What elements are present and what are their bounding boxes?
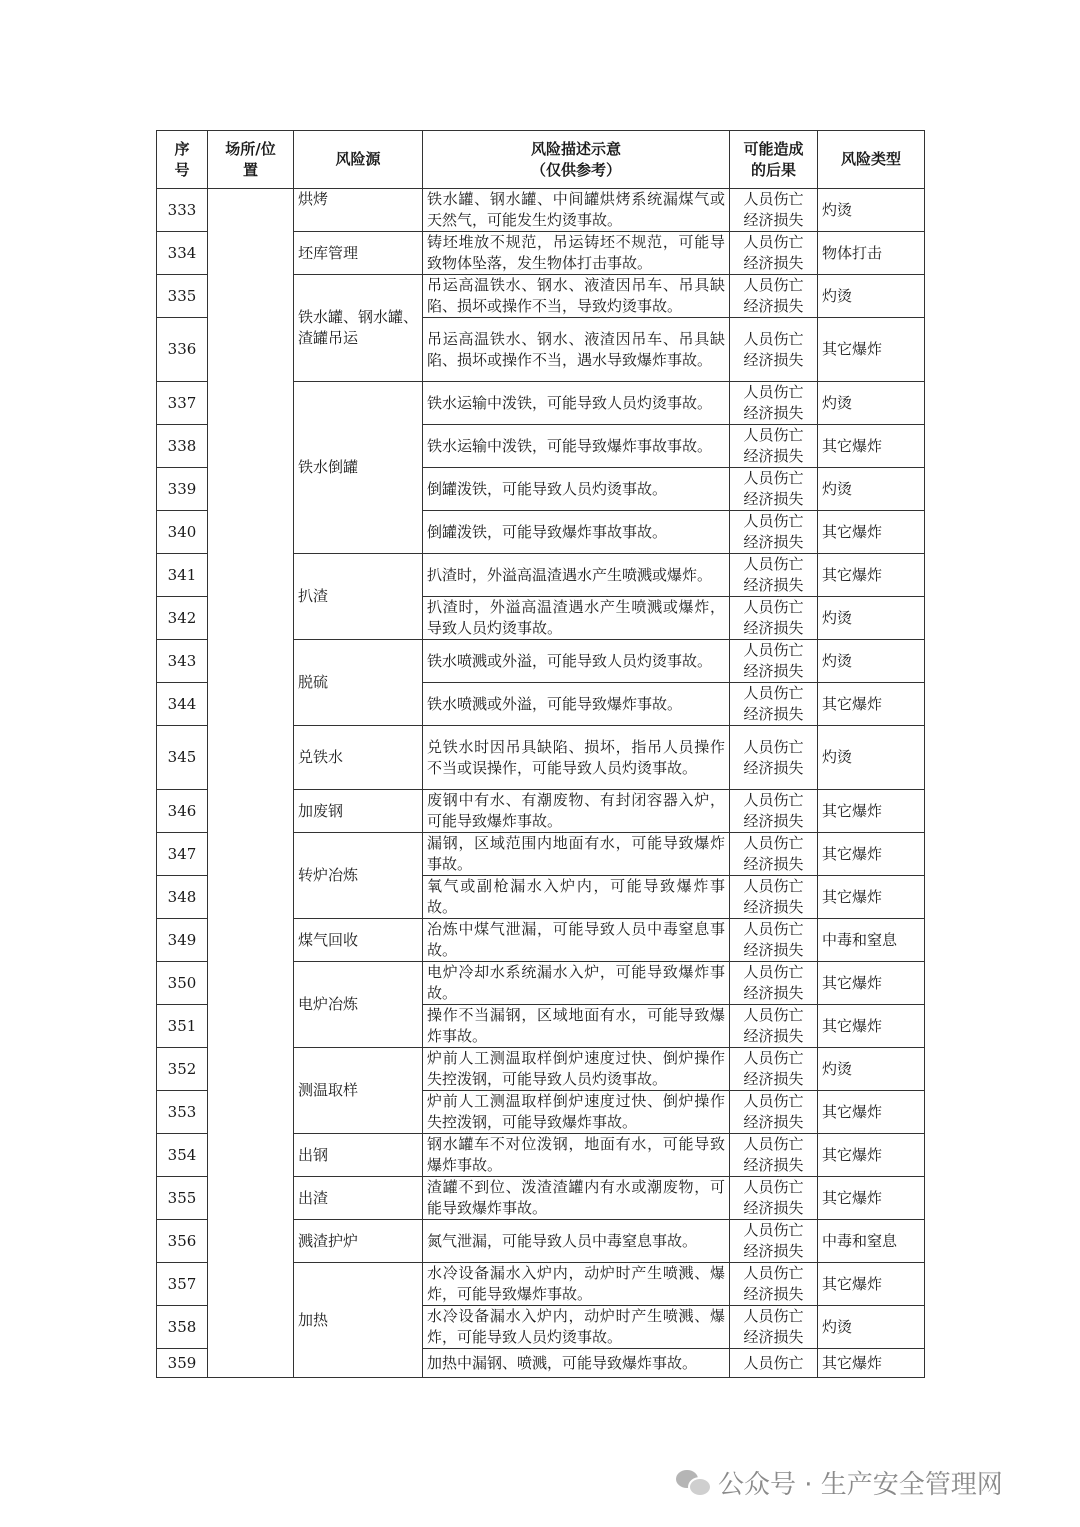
risk-description-cell: 氧气或副枪漏水入炉内，可能导致爆炸事故。 [423, 876, 730, 919]
consequence-cell: 人员伤亡 经济损失 [730, 425, 818, 468]
row-number: 345 [157, 726, 208, 790]
consequence-cell: 人员伤亡 经济损失 [730, 1263, 818, 1306]
row-number: 347 [157, 833, 208, 876]
risk-description-cell: 废钢中有水、有潮废物、有封闭容器入炉，可能导致爆炸事故。 [423, 790, 730, 833]
row-number: 343 [157, 640, 208, 683]
row-number: 348 [157, 876, 208, 919]
table-row [157, 189, 925, 232]
risk-source-cell: 测温取样 [294, 1048, 423, 1134]
risk-type-cell: 灼烫 [818, 597, 925, 640]
risk-type-cell: 灼烫 [818, 382, 925, 425]
consequence-cell: 人员伤亡 经济损失 [730, 1005, 818, 1048]
risk-type-cell: 其它爆炸 [818, 1091, 925, 1134]
risk-type-cell: 中毒和窒息 [818, 1220, 925, 1263]
risk-description-cell: 水冷设备漏水入炉内，动炉时产生喷溅、爆炸，可能导致人员灼烫事故。 [423, 1306, 730, 1349]
risk-type-cell: 其它爆炸 [818, 425, 925, 468]
consequence-cell: 人员伤亡 经济损失 [730, 511, 818, 554]
risk-type-cell: 其它爆炸 [818, 833, 925, 876]
risk-description-cell: 吊运高温铁水、钢水、液渣因吊车、吊具缺陷、损坏或操作不当，遇水导致爆炸事故。 [423, 318, 730, 382]
risk-description-cell: 电炉冷却水系统漏水入炉，可能导致爆炸事故。 [423, 962, 730, 1005]
row-number: 334 [157, 232, 208, 275]
consequence-cell: 人员伤亡 经济损失 [730, 275, 818, 318]
consequence-cell: 人员伤亡 经济损失 [730, 683, 818, 726]
risk-description-cell: 冶炼中煤气泄漏，可能导致人员中毒窒息事故。 [423, 919, 730, 962]
risk-description-cell: 扒渣时，外溢高温渣遇水产生喷溅或爆炸，导致人员灼烫事故。 [423, 597, 730, 640]
row-number: 336 [157, 318, 208, 382]
risk-description-cell: 铁水喷溅或外溢，可能导致人员灼烫事故。 [423, 640, 730, 683]
consequence-cell: 人员伤亡 经济损失 [730, 382, 818, 425]
header-description: 风险描述示意 （仅供参考） [423, 131, 730, 189]
consequence-cell: 人员伤亡 经济损失 [730, 318, 818, 382]
row-number: 353 [157, 1091, 208, 1134]
risk-source-cell: 加废钢 [294, 790, 423, 833]
risk-source-cell: 加热 [294, 1263, 423, 1378]
risk-type-cell: 其它爆炸 [818, 554, 925, 597]
row-number: 337 [157, 382, 208, 425]
risk-description-cell: 炉前人工测温取样倒炉速度过快、倒炉操作失控泼钢，可能导致爆炸事故。 [423, 1091, 730, 1134]
row-number: 341 [157, 554, 208, 597]
risk-type-cell: 其它爆炸 [818, 1263, 925, 1306]
risk-source-cell: 转炉冶炼 [294, 833, 423, 919]
consequence-cell: 人员伤亡 经济损失 [730, 962, 818, 1005]
header-source: 风险源 [294, 131, 423, 189]
row-number: 356 [157, 1220, 208, 1263]
risk-type-cell: 中毒和窒息 [818, 919, 925, 962]
row-number: 346 [157, 790, 208, 833]
risk-type-cell: 其它爆炸 [818, 876, 925, 919]
location-cell [208, 189, 294, 1378]
consequence-cell: 人员伤亡 经济损失 [730, 876, 818, 919]
row-number: 340 [157, 511, 208, 554]
consequence-cell: 人员伤亡 经济损失 [730, 232, 818, 275]
risk-description-cell: 铁水运输中泼铁，可能导致爆炸事故事故。 [423, 425, 730, 468]
risk-description-cell: 吊运高温铁水、钢水、液渣因吊车、吊具缺陷、损坏或操作不当，导致灼烫事故。 [423, 275, 730, 318]
consequence-cell: 人员伤亡 经济损失 [730, 726, 818, 790]
consequence-cell: 人员伤亡 经济损失 [730, 189, 818, 232]
risk-description-cell: 倒罐泼铁，可能导致人员灼烫事故。 [423, 468, 730, 511]
risk-type-cell: 其它爆炸 [818, 1349, 925, 1378]
header-consequence: 可能造成 的后果 [730, 131, 818, 189]
consequence-cell: 人员伤亡 经济损失 [730, 790, 818, 833]
row-number: 349 [157, 919, 208, 962]
risk-type-cell: 其它爆炸 [818, 1134, 925, 1177]
risk-description-cell: 倒罐泼铁，可能导致爆炸事故事故。 [423, 511, 730, 554]
row-number: 342 [157, 597, 208, 640]
risk-source-cell: 坯库管理 [294, 232, 423, 275]
row-number: 358 [157, 1306, 208, 1349]
row-number: 344 [157, 683, 208, 726]
risk-type-cell: 其它爆炸 [818, 1177, 925, 1220]
row-number: 333 [157, 189, 208, 232]
consequence-cell: 人员伤亡 经济损失 [730, 919, 818, 962]
risk-type-cell: 灼烫 [818, 640, 925, 683]
row-number: 355 [157, 1177, 208, 1220]
header-no: 序 号 [157, 131, 208, 189]
consequence-cell: 人员伤亡 经济损失 [730, 468, 818, 511]
consequence-cell: 人员伤亡 经济损失 [730, 1091, 818, 1134]
consequence-cell: 人员伤亡 [730, 1349, 818, 1378]
risk-type-cell: 其它爆炸 [818, 683, 925, 726]
consequence-cell: 人员伤亡 经济损失 [730, 1048, 818, 1091]
risk-source-cell: 出钢 [294, 1134, 423, 1177]
risk-source-cell: 出渣 [294, 1177, 423, 1220]
risk-source-cell: 烘烤 [294, 189, 423, 232]
risk-type-cell: 物体打击 [818, 232, 925, 275]
consequence-cell: 人员伤亡 经济损失 [730, 1220, 818, 1263]
risk-source-cell: 煤气回收 [294, 919, 423, 962]
header-location: 场所/位 置 [208, 131, 294, 189]
wechat-icon [676, 1468, 710, 1496]
risk-description-cell: 漏钢，区域范围内地面有水，可能导致爆炸事故。 [423, 833, 730, 876]
risk-type-cell: 灼烫 [818, 1048, 925, 1091]
risk-source-cell: 铁水罐、钢水罐、渣罐吊运 [294, 275, 423, 382]
row-number: 339 [157, 468, 208, 511]
risk-description-cell: 氮气泄漏，可能导致人员中毒窒息事故。 [423, 1220, 730, 1263]
risk-type-cell: 其它爆炸 [818, 962, 925, 1005]
risk-description-cell: 水冷设备漏水入炉内，动炉时产生喷溅、爆炸，可能导致爆炸事故。 [423, 1263, 730, 1306]
risk-source-cell: 电炉冶炼 [294, 962, 423, 1048]
row-number: 359 [157, 1349, 208, 1378]
consequence-cell: 人员伤亡 经济损失 [730, 640, 818, 683]
risk-source-cell: 铁水倒罐 [294, 382, 423, 554]
risk-source-cell: 溅渣护炉 [294, 1220, 423, 1263]
consequence-cell: 人员伤亡 经济损失 [730, 1177, 818, 1220]
risk-description-cell: 加热中漏钢、喷溅，可能导致爆炸事故。 [423, 1349, 730, 1378]
risk-source-cell: 脱硫 [294, 640, 423, 726]
risk-type-cell: 其它爆炸 [818, 790, 925, 833]
risk-type-cell: 灼烫 [818, 726, 925, 790]
risk-type-cell: 灼烫 [818, 275, 925, 318]
risk-source-cell: 兑铁水 [294, 726, 423, 790]
consequence-cell: 人员伤亡 经济损失 [730, 833, 818, 876]
risk-type-cell: 灼烫 [818, 468, 925, 511]
consequence-cell: 人员伤亡 经济损失 [730, 1134, 818, 1177]
row-number: 335 [157, 275, 208, 318]
risk-description-cell: 铸坯堆放不规范，吊运铸坯不规范，可能导致物体坠落，发生物体打击事故。 [423, 232, 730, 275]
risk-description-cell: 铁水罐、钢水罐、中间罐烘烤系统漏煤气或天然气，可能发生灼烫事故。 [423, 189, 730, 232]
risk-type-cell: 其它爆炸 [818, 1005, 925, 1048]
risk-description-cell: 钢水罐车不对位泼钢，地面有水，可能导致爆炸事故。 [423, 1134, 730, 1177]
header-type: 风险类型 [818, 131, 925, 189]
consequence-cell: 人员伤亡 经济损失 [730, 597, 818, 640]
risk-source-cell: 扒渣 [294, 554, 423, 640]
risk-type-cell: 其它爆炸 [818, 511, 925, 554]
watermark-text: 公众号 · 生产安全管理网 [718, 1469, 1003, 1500]
table-header-row [157, 131, 925, 189]
risk-description-cell: 炉前人工测温取样倒炉速度过快、倒炉操作失控泼钢，可能导致人员灼烫事故。 [423, 1048, 730, 1091]
row-number: 350 [157, 962, 208, 1005]
row-number: 357 [157, 1263, 208, 1306]
row-number: 354 [157, 1134, 208, 1177]
risk-description-cell: 铁水喷溅或外溢，可能导致爆炸事故。 [423, 683, 730, 726]
risk-description-cell: 操作不当漏钢，区域地面有水，可能导致爆炸事故。 [423, 1005, 730, 1048]
row-number: 352 [157, 1048, 208, 1091]
row-number: 351 [157, 1005, 208, 1048]
watermark [676, 1464, 1003, 1500]
risk-description-cell: 扒渣时，外溢高温渣遇水产生喷溅或爆炸。 [423, 554, 730, 597]
risk-type-cell: 灼烫 [818, 1306, 925, 1349]
consequence-cell: 人员伤亡 经济损失 [730, 554, 818, 597]
consequence-cell: 人员伤亡 经济损失 [730, 1306, 818, 1349]
risk-description-cell: 渣罐不到位、泼渣渣罐内有水或潮废物，可能导致爆炸事故。 [423, 1177, 730, 1220]
risk-type-cell: 灼烫 [818, 189, 925, 232]
risk-type-cell: 其它爆炸 [818, 318, 925, 382]
risk-description-cell: 铁水运输中泼铁，可能导致人员灼烫事故。 [423, 382, 730, 425]
row-number: 338 [157, 425, 208, 468]
risk-table [156, 130, 925, 1378]
risk-description-cell: 兑铁水时因吊具缺陷、损坏，指吊人员操作不当或误操作，可能导致人员灼烫事故。 [423, 726, 730, 790]
